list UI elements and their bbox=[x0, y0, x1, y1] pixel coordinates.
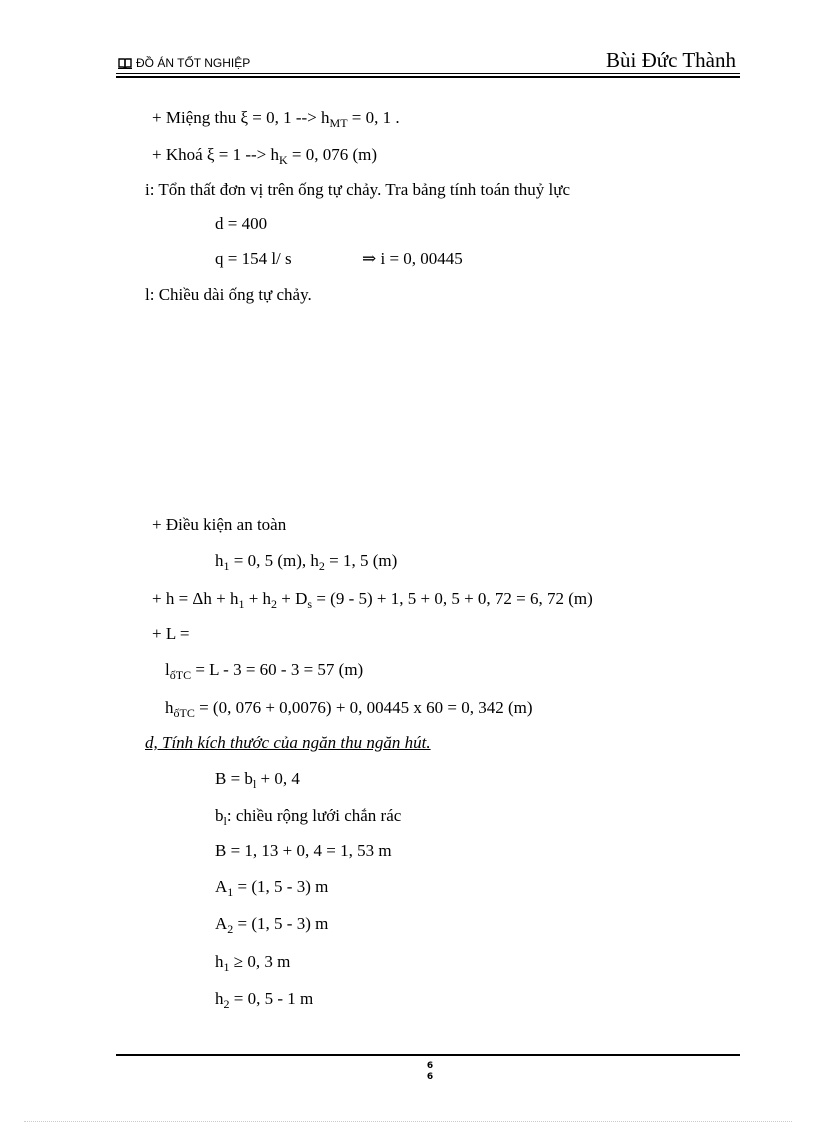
author-name: Bùi Đức Thành bbox=[606, 48, 736, 72]
text-line-h2-range: $h_2 = 0$, 5 - 1 m bbox=[215, 989, 314, 1011]
text-line-d: d = 400 bbox=[215, 214, 268, 233]
text-line-i-result: ⇒ i = 0, 00445 bbox=[362, 249, 463, 268]
text-line-h1-min: $h_1 \ge 0$, 3 m bbox=[215, 952, 291, 974]
text-line-q: q = 154 l/ s bbox=[215, 249, 292, 268]
text-line-A1: $A_1 = (1$, 5 - 3) m bbox=[215, 877, 329, 899]
running-header-left bbox=[118, 56, 250, 70]
page-number: 6 6 bbox=[426, 1061, 434, 1082]
text-line-ton-that: i: Tổn thất đơn vị trên ống tự chảy. Tra bảng tính toán thuỷ lực bbox=[145, 180, 570, 199]
text-line-chieu-dai: l: Chiều dài ống tự chảy. bbox=[145, 285, 312, 304]
text-line-h1-h2: $h_1 = 0$, 5 (m), $h_2 = 1$, 5 (m) bbox=[215, 551, 398, 573]
text-line-b1-def: $b_l$: chiều rộng lưới chắn rác bbox=[215, 806, 402, 828]
footer-rule bbox=[116, 1054, 740, 1056]
page-edge-dotted bbox=[24, 1121, 792, 1122]
text-line-h-total: + $h = \Delta h + h_1 + h_2 + D_s = (9 - 5) + 1$, 5 + 0, 5 + 0, 72 = 6, 72 (m) bbox=[152, 589, 593, 611]
header-title: ĐỒ ÁN TỐT NGHIỆP bbox=[136, 56, 251, 70]
text-line-dieu-kien: + Điều kiện an toàn bbox=[152, 515, 287, 534]
text-line-L: + L = bbox=[152, 624, 190, 643]
text-line-A2: $A_2 = (1$, 5 - 3) m bbox=[215, 914, 329, 936]
text-line-khoa: + Khoá ξ = 1 --> $h_K = 0$, 076 (m) bbox=[152, 145, 378, 167]
book-icon bbox=[118, 58, 132, 69]
text-line-B-formula: $B = b_l + 0$, 4 bbox=[215, 769, 300, 791]
text-line-mieng-thu: + Miệng thu ξ = 0, 1 --> $h_{MT} = 0$, 1 . bbox=[152, 108, 400, 130]
text-line-B-value: B = 1, 13 + 0, 4 = 1, 53 m bbox=[215, 841, 392, 860]
text-line-h-otc: $h_{ốTC} = (0$, 076 + 0,0076) + 0, 00445 x 60 = 0, 342 (m) bbox=[165, 698, 533, 720]
header-rule-thin bbox=[116, 73, 740, 74]
section-heading-d: d, Tính kích thước của ngăn thu ngăn hút. bbox=[145, 733, 431, 752]
text-line-l-otc: $l_{ốTC} = L - 3 = 60 - 3 = 57$ (m) bbox=[165, 660, 364, 682]
header-rule-thick bbox=[116, 76, 740, 78]
